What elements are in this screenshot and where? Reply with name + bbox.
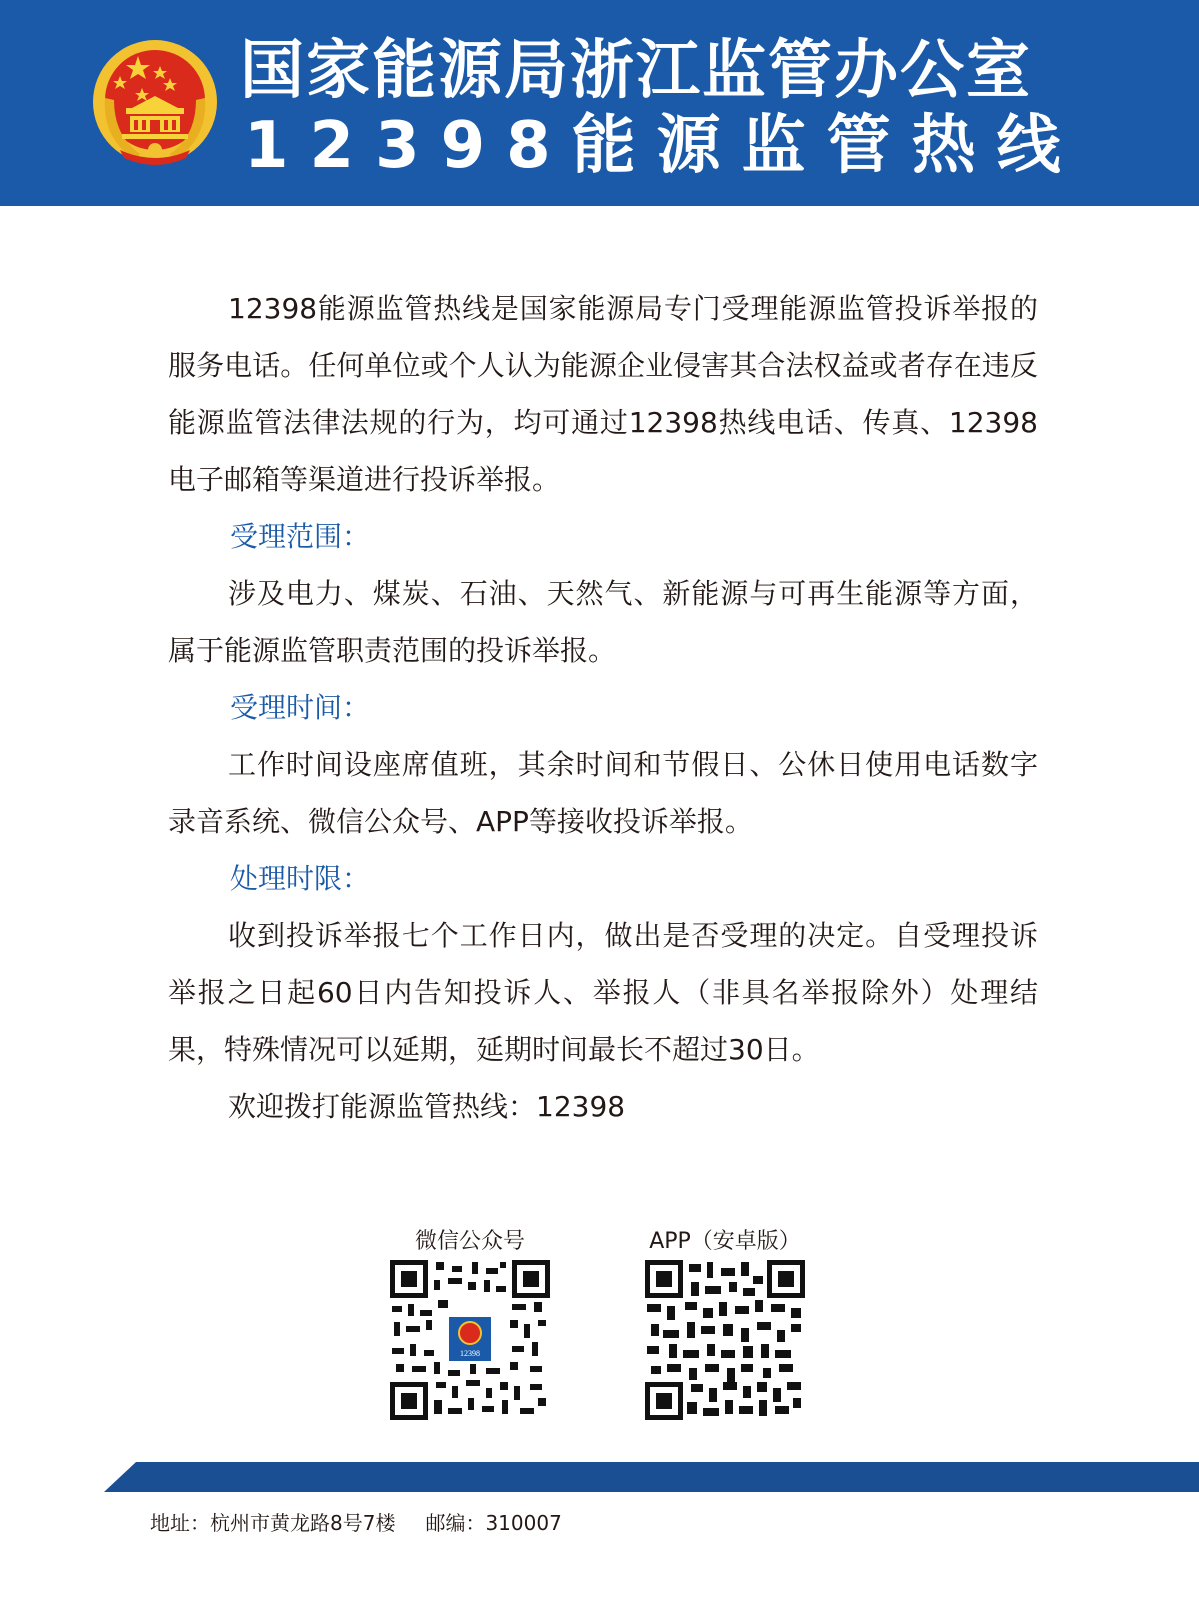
hotline-title: 12398能源监管热线 xyxy=(244,109,1082,183)
intro-paragraph: 12398能源监管热线是国家能源局专门受理能源监管投诉举报的服务电话。任何单位或个人认为能源企业侵害其合法权益或者存在违反能源监管法律法规的行为，均可通过12398热线电话、传真、12398 电子邮箱等渠道进行投诉举报。 xyxy=(168,292,1038,496)
section-heading-hours: 受理时间： xyxy=(230,691,371,724)
qr-badge-text: 12398 xyxy=(460,1349,480,1358)
wechat-qr-block xyxy=(385,1226,555,1420)
section-heading-deadline: 处理时限： xyxy=(230,862,371,895)
header-banner xyxy=(0,0,1199,206)
footer-postcode: 邮编：310007 xyxy=(425,1511,562,1535)
wechat-qr-label: 微信公众号 xyxy=(414,1229,525,1254)
app-qr-block xyxy=(640,1226,810,1420)
app-qr-label: APP（安卓版） xyxy=(649,1229,801,1254)
section-text-deadline: 收到投诉举报七个工作日内，做出是否受理的决定。自受理投诉举报之日起60日内告知投诉人、举报人（非具名举报除外）处理结果，特殊情况可以延期，延期时间最长不超过30日。 xyxy=(168,919,1038,1066)
page-title: 国家能源局浙江监管办公室 xyxy=(240,34,1032,108)
closing-line: 欢迎拨打能源监管热线：12398 xyxy=(228,1090,626,1123)
footer-address: 地址：杭州市黄龙路8号7楼 xyxy=(150,1511,396,1535)
qr-code-icon[interactable] xyxy=(390,1260,550,1420)
footer-band xyxy=(0,1462,1199,1492)
qr-code-icon[interactable] xyxy=(645,1260,805,1420)
footer-contact xyxy=(150,1508,562,1538)
section-text-scope: 涉及电力、煤炭、石油、天然气、新能源与可再生能源等方面，属于能源监管职责范围的投诉举报。 xyxy=(168,577,1038,667)
section-text-hours: 工作时间设座席值班，其余时间和节假日、公休日使用电话数字录音系统、微信公众号、APP等接收投诉举报。 xyxy=(168,748,1038,838)
national-emblem-icon xyxy=(90,38,220,170)
section-heading-scope: 受理范围： xyxy=(230,520,371,553)
notice-body xyxy=(168,280,1038,1135)
